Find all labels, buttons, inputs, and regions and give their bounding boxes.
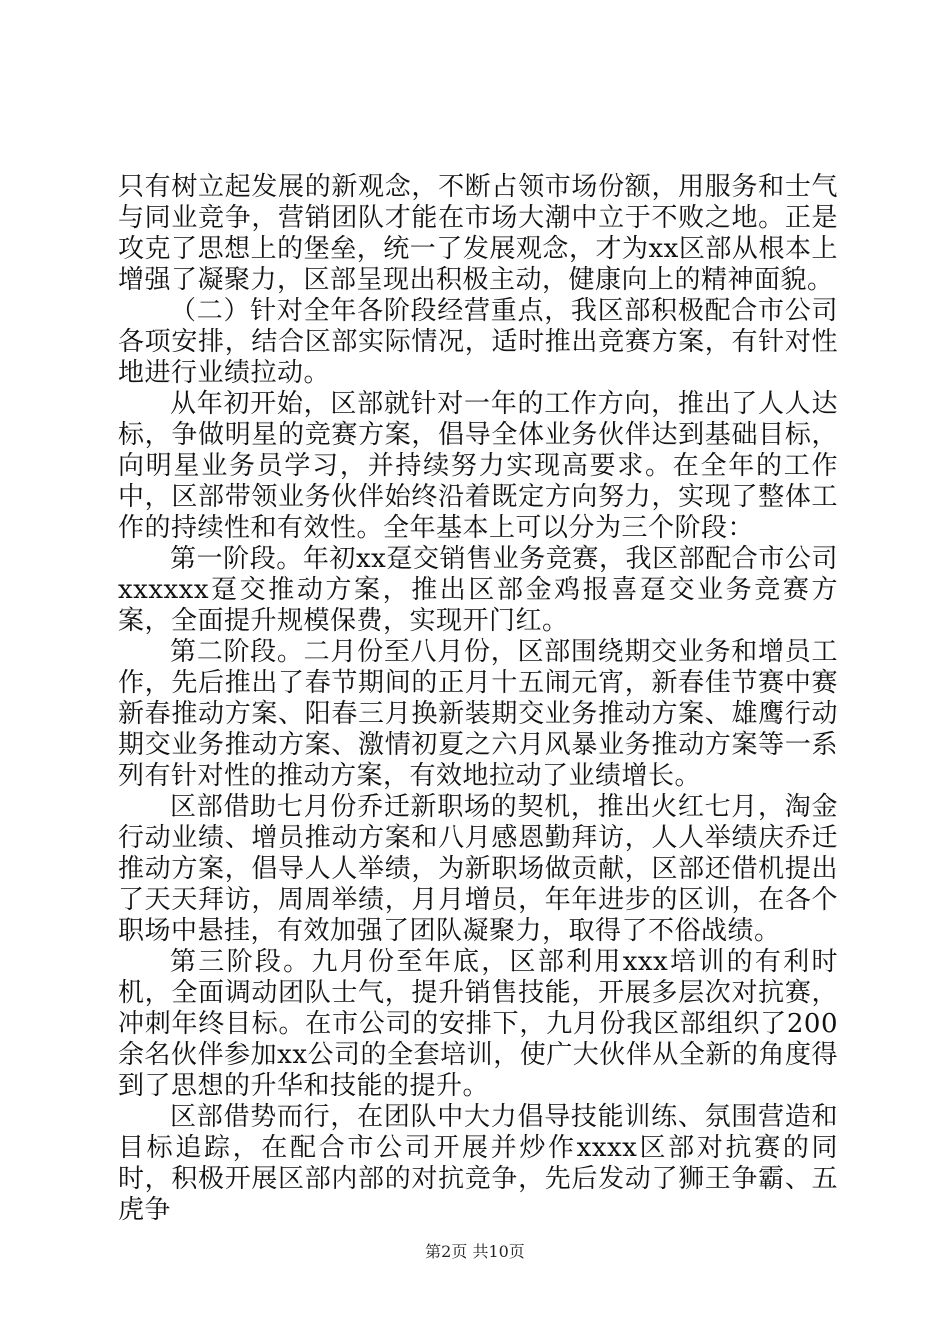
paragraph: 只有树立起发展的新观念，不断占领市场份额，用服务和士气与同业竞争，营销团队才能在市场大潮中立于不败之地。正是攻克了思想上的堡垒，统一了发展观念，才为xx区部从根本上增强了凝聚力，区部呈现出积极主动，健康向上的精神面貌。	[118, 172, 838, 295]
paragraph: （二）针对全年各阶段经营重点，我区部积极配合市公司各项安排，结合区部实际情况，适时推出竞赛方案，有针对性地进行业绩拉动。	[118, 296, 838, 388]
paragraph: 区部借助七月份乔迁新职场的契机，推出火红七月，淘金行动业绩、增员推动方案和八月感恩勤拜访，人人举绩庆乔迁推动方案，倡导人人举绩，为新职场做贡献，区部还借机提出了天天拜访，周周举绩，月月增员，年年进步的区训，在各个职场中悬挂，有效加强了团队凝聚力，取得了不俗战绩。	[118, 792, 838, 946]
paragraph: 第三阶段。九月份至年底，区部利用xxx培训的有利时机，全面调动团队士气，提升销售技能，开展多层次对抗赛，冲刺年终目标。在市公司的安排下，九月份我区部组织了200余名伙伴参加xx公司的全套培训，使广大伙伴从全新的角度得到了思想的升华和技能的提升。	[118, 947, 838, 1101]
paragraph: 第一阶段。年初xx趸交销售业务竞赛，我区部配合市公司xxxxxx趸交推动方案，推出区部金鸡报喜趸交业务竞赛方案，全面提升规模保费，实现开门红。	[118, 544, 838, 636]
page-number-footer: 第2页 共10页	[425, 1242, 525, 1261]
paragraph: 从年初开始，区部就针对一年的工作方向，推出了人人达标，争做明星的竞赛方案，倡导全体业务伙伴达到基础目标，向明星业务员学习，并持续努力实现高要求。在全年的工作中，区部带领业务伙伴始终沿着既定方向努力，实现了整体工作的持续性和有效性。全年基本上可以分为三个阶段：	[118, 389, 838, 543]
paragraph: 第二阶段。二月份至八月份，区部围绕期交业务和增员工作，先后推出了春节期间的正月十五闹元宵，新春佳节赛中赛新春推动方案、阳春三月换新装期交业务推动方案、雄鹰行动期交业务推动方案、激情初夏之六月风暴业务推动方案等一系列有针对性的推动方案，有效地拉动了业绩增长。	[118, 637, 838, 791]
paragraph: 区部借势而行，在团队中大力倡导技能训练、氛围营造和目标追踪，在配合市公司开展并炒作xxxx区部对抗赛的同时，积极开展区部内部的对抗竞争，先后发动了狮王争霸、五虎争	[118, 1102, 838, 1225]
document-body	[118, 172, 838, 1226]
